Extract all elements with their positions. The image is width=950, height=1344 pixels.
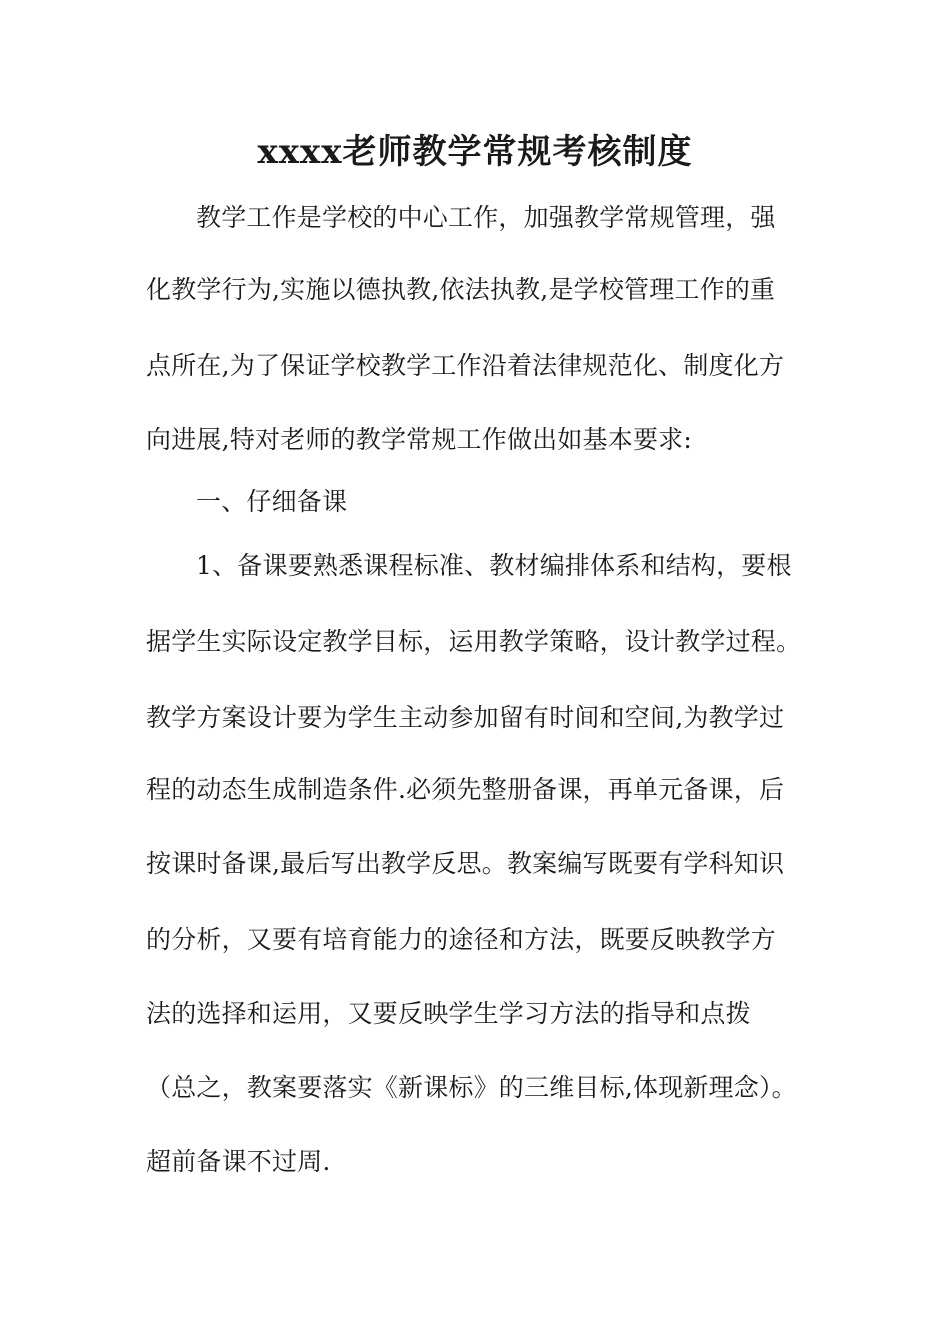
- paragraph-line: 据学生实际设定教学目标，运用教学策略，设计教学过程。: [146, 627, 802, 656]
- paragraph-line: 程的动态生成制造条件.必须先整册备课，再单元备课，后: [146, 775, 785, 804]
- paragraph-line: 点所在,为了保证学校教学工作沿着法律规范化、制度化方: [146, 351, 785, 380]
- paragraph-line: 超前备课不过周.: [146, 1147, 331, 1176]
- paragraph-line: 按课时备课,最后写出教学反思。教案编写既要有学科知识: [146, 849, 785, 878]
- paragraph-line: （总之，教案要落实《新课标》的三维目标,体现新理念）。: [146, 1073, 797, 1102]
- paragraph-line: 教学方案设计要为学生主动参加留有时间和空间,为教学过: [146, 703, 785, 732]
- paragraph-line: 教学工作是学校的中心工作，加强教学常规管理，强: [196, 203, 776, 232]
- section-heading: 一、仔细备课: [196, 487, 348, 516]
- paragraph-line: 1、备课要熟悉课程标准、教材编排体系和结构，要根: [196, 551, 792, 580]
- paragraph-line: 向进展,特对老师的教学常规工作做出如基本要求:: [146, 425, 692, 454]
- paragraph-line: 法的选择和运用，又要反映学生学习方法的指导和点拨: [146, 999, 751, 1028]
- paragraph-line: 的分析，又要有培育能力的途径和方法，既要反映教学方: [146, 925, 777, 954]
- document-title: xxxx老师教学常规考核制度: [257, 132, 693, 172]
- paragraph-line: 化教学行为,实施以德执教,依法执教,是学校管理工作的重: [146, 275, 776, 304]
